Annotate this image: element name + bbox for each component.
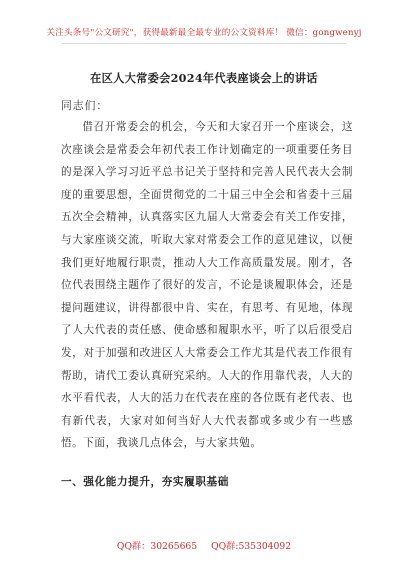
body-paragraph: 借召开常委会的机会，今天和大家召开一个座谈会，这次座谈会是常委会年初代表工作计划确定的一项重要任务目的是深入学习习近平总书记关于坚持和完善人民代表大会制度的重要思想，全面贯彻党的二十届三中全会和省委十三届五次全会精神，认真落实区九届人大常委会有关工作安排，与大家座谈交流，听取大家对常委会工作的意见建议，以便我们更好地履行职责，推动人大工作高质量发展。刚才，各位代表围绕主题作了很好的发言，不论是谈履职体会，还是提问题建议，讲得都很中肯、实在，有思考、有见地，体现了人大代表的责任感、使命感和履职水平，听了以后很受启发，对于加强和改进区人大常委会工作尤其是代表工作很有帮助，请代工委认真研究采纳。人大的作用靠代表，人大的水平看代表，人大的活力在代表在座的各位既有老代表、也有新代表，大家对如何当好人大代表都或多或少有一些感悟。下面，我谈几点体会，与大家共勉。 xyxy=(61,121,353,450)
document-title: 在区人大常委会2024年代表座谈会上的讲话 xyxy=(90,71,318,85)
footer-qq-group-2: QQ群:535304092 xyxy=(211,541,292,552)
footer xyxy=(0,538,408,552)
section-heading: 一、强化能力提升，夯实履职基础 xyxy=(61,476,229,488)
header-divider xyxy=(62,43,346,44)
header-banner: 关注头条号"公文研究"，获得最新最全最专业的公文资料库！ 微信：gongwenyj xyxy=(46,28,362,38)
salutation: 同志们： xyxy=(61,99,109,112)
footer-qq-group-1: QQ群：30265665 xyxy=(116,541,198,552)
